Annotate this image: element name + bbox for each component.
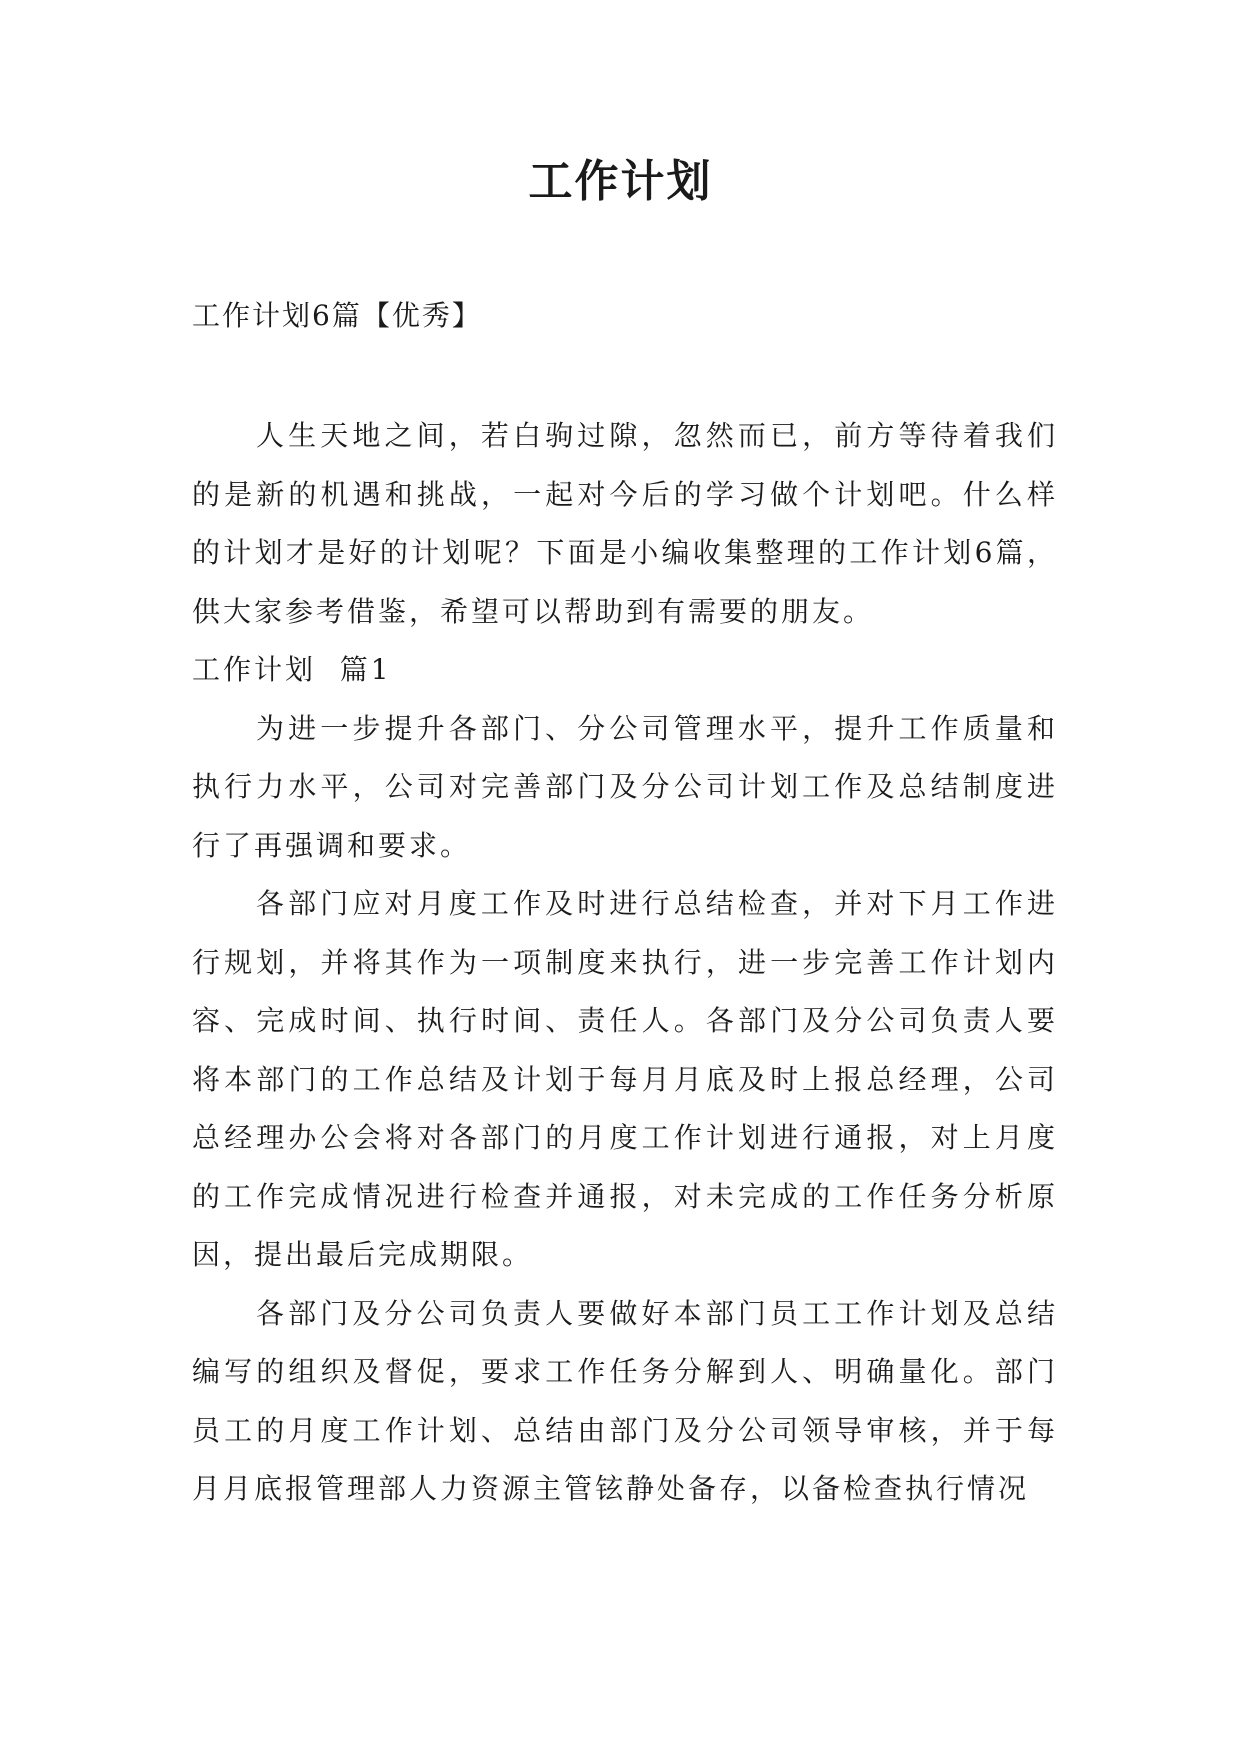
document-body bbox=[192, 407, 1058, 1519]
section-heading: 工作计划 篇1 bbox=[192, 653, 392, 686]
body-paragraph-3: 各部门及分公司负责人要做好本部门员工工作计划及总结编写的组织及督促，要求工作任务分解到人、明确量化。部门员工的月度工作计划、总结由部门及分公司领导审核，并于每月月底报管理部人力资源主管铉静处备存，以备检查执行情况 bbox=[192, 1296, 1058, 1505]
intro-paragraph: 人生天地之间，若白驹过隙，忽然而已，前方等待着我们的是新的机遇和挑战，一起对今后的学习做个计划吧。什么样的计划才是好的计划呢？下面是小编收集整理的工作计划6篇，供大家参考借鉴，希望可以帮助到有需要的朋友。 bbox=[192, 419, 1058, 628]
document-title: 工作计划 bbox=[528, 156, 713, 207]
body-paragraph-1: 为进一步提升各部门、分公司管理水平，提升工作质量和执行力水平，公司对完善部门及分公司计划工作及总结制度进行了再强调和要求。 bbox=[192, 711, 1058, 862]
document-subtitle: 工作计划6篇【优秀】 bbox=[192, 299, 482, 332]
body-paragraph-2: 各部门应对月度工作及时进行总结检查，并对下月工作进行规划，并将其作为一项制度来执行，进一步完善工作计划内容、完成时间、执行时间、责任人。各部门及分公司负责人要将本部门的工作总结及计划于每月月底及时上报总经理，公司总经理办公会将对各部门的月度工作计划进行通报，对上月度的工作完成情况进行检查并通报，对未完成的工作任务分析原因，提出最后完成期限。 bbox=[192, 887, 1058, 1271]
